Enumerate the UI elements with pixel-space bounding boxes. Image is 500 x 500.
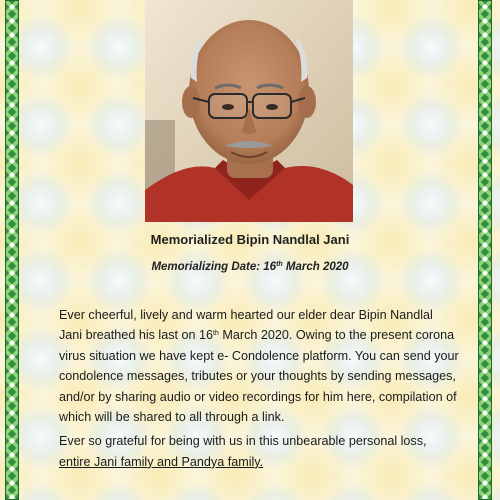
date-rest: March 2020 <box>282 261 349 273</box>
portrait-illustration <box>145 0 353 222</box>
message-paragraph-1 <box>59 305 459 427</box>
family-signature: entire Jani family and Pandya family. <box>59 454 264 469</box>
date-prefix: Memorializing Date: 16 <box>151 261 277 273</box>
condolence-message <box>59 305 459 472</box>
message-paragraph-2 <box>59 431 459 472</box>
memorial-title: Memorialized Bipin Nandlal Jani <box>150 232 350 247</box>
message-p1-start: Ever cheerful, lively and warm hearted our elder dear Bipin Nandlal Jani breathed his last on 16 <box>59 308 433 343</box>
message-p2-start: Ever so grateful for being with us in this unbearable personal loss, <box>59 434 427 449</box>
decorative-border-right <box>478 0 492 500</box>
memorial-date <box>0 261 500 273</box>
date-ordinal: th <box>276 261 283 268</box>
message-p1-ordinal: th <box>213 330 219 338</box>
portrait-photo <box>145 0 353 222</box>
decorative-border-left <box>5 0 19 500</box>
message-p1-end: March 2020. Owing to the present corona virus situation we have kept e- Condolence platform. You can send your condolence messages, tributes or your thoughts by sending messages, and/or by sharing audio or video recordings for him here, compilation of which will be shared to all through a link. <box>59 328 459 425</box>
